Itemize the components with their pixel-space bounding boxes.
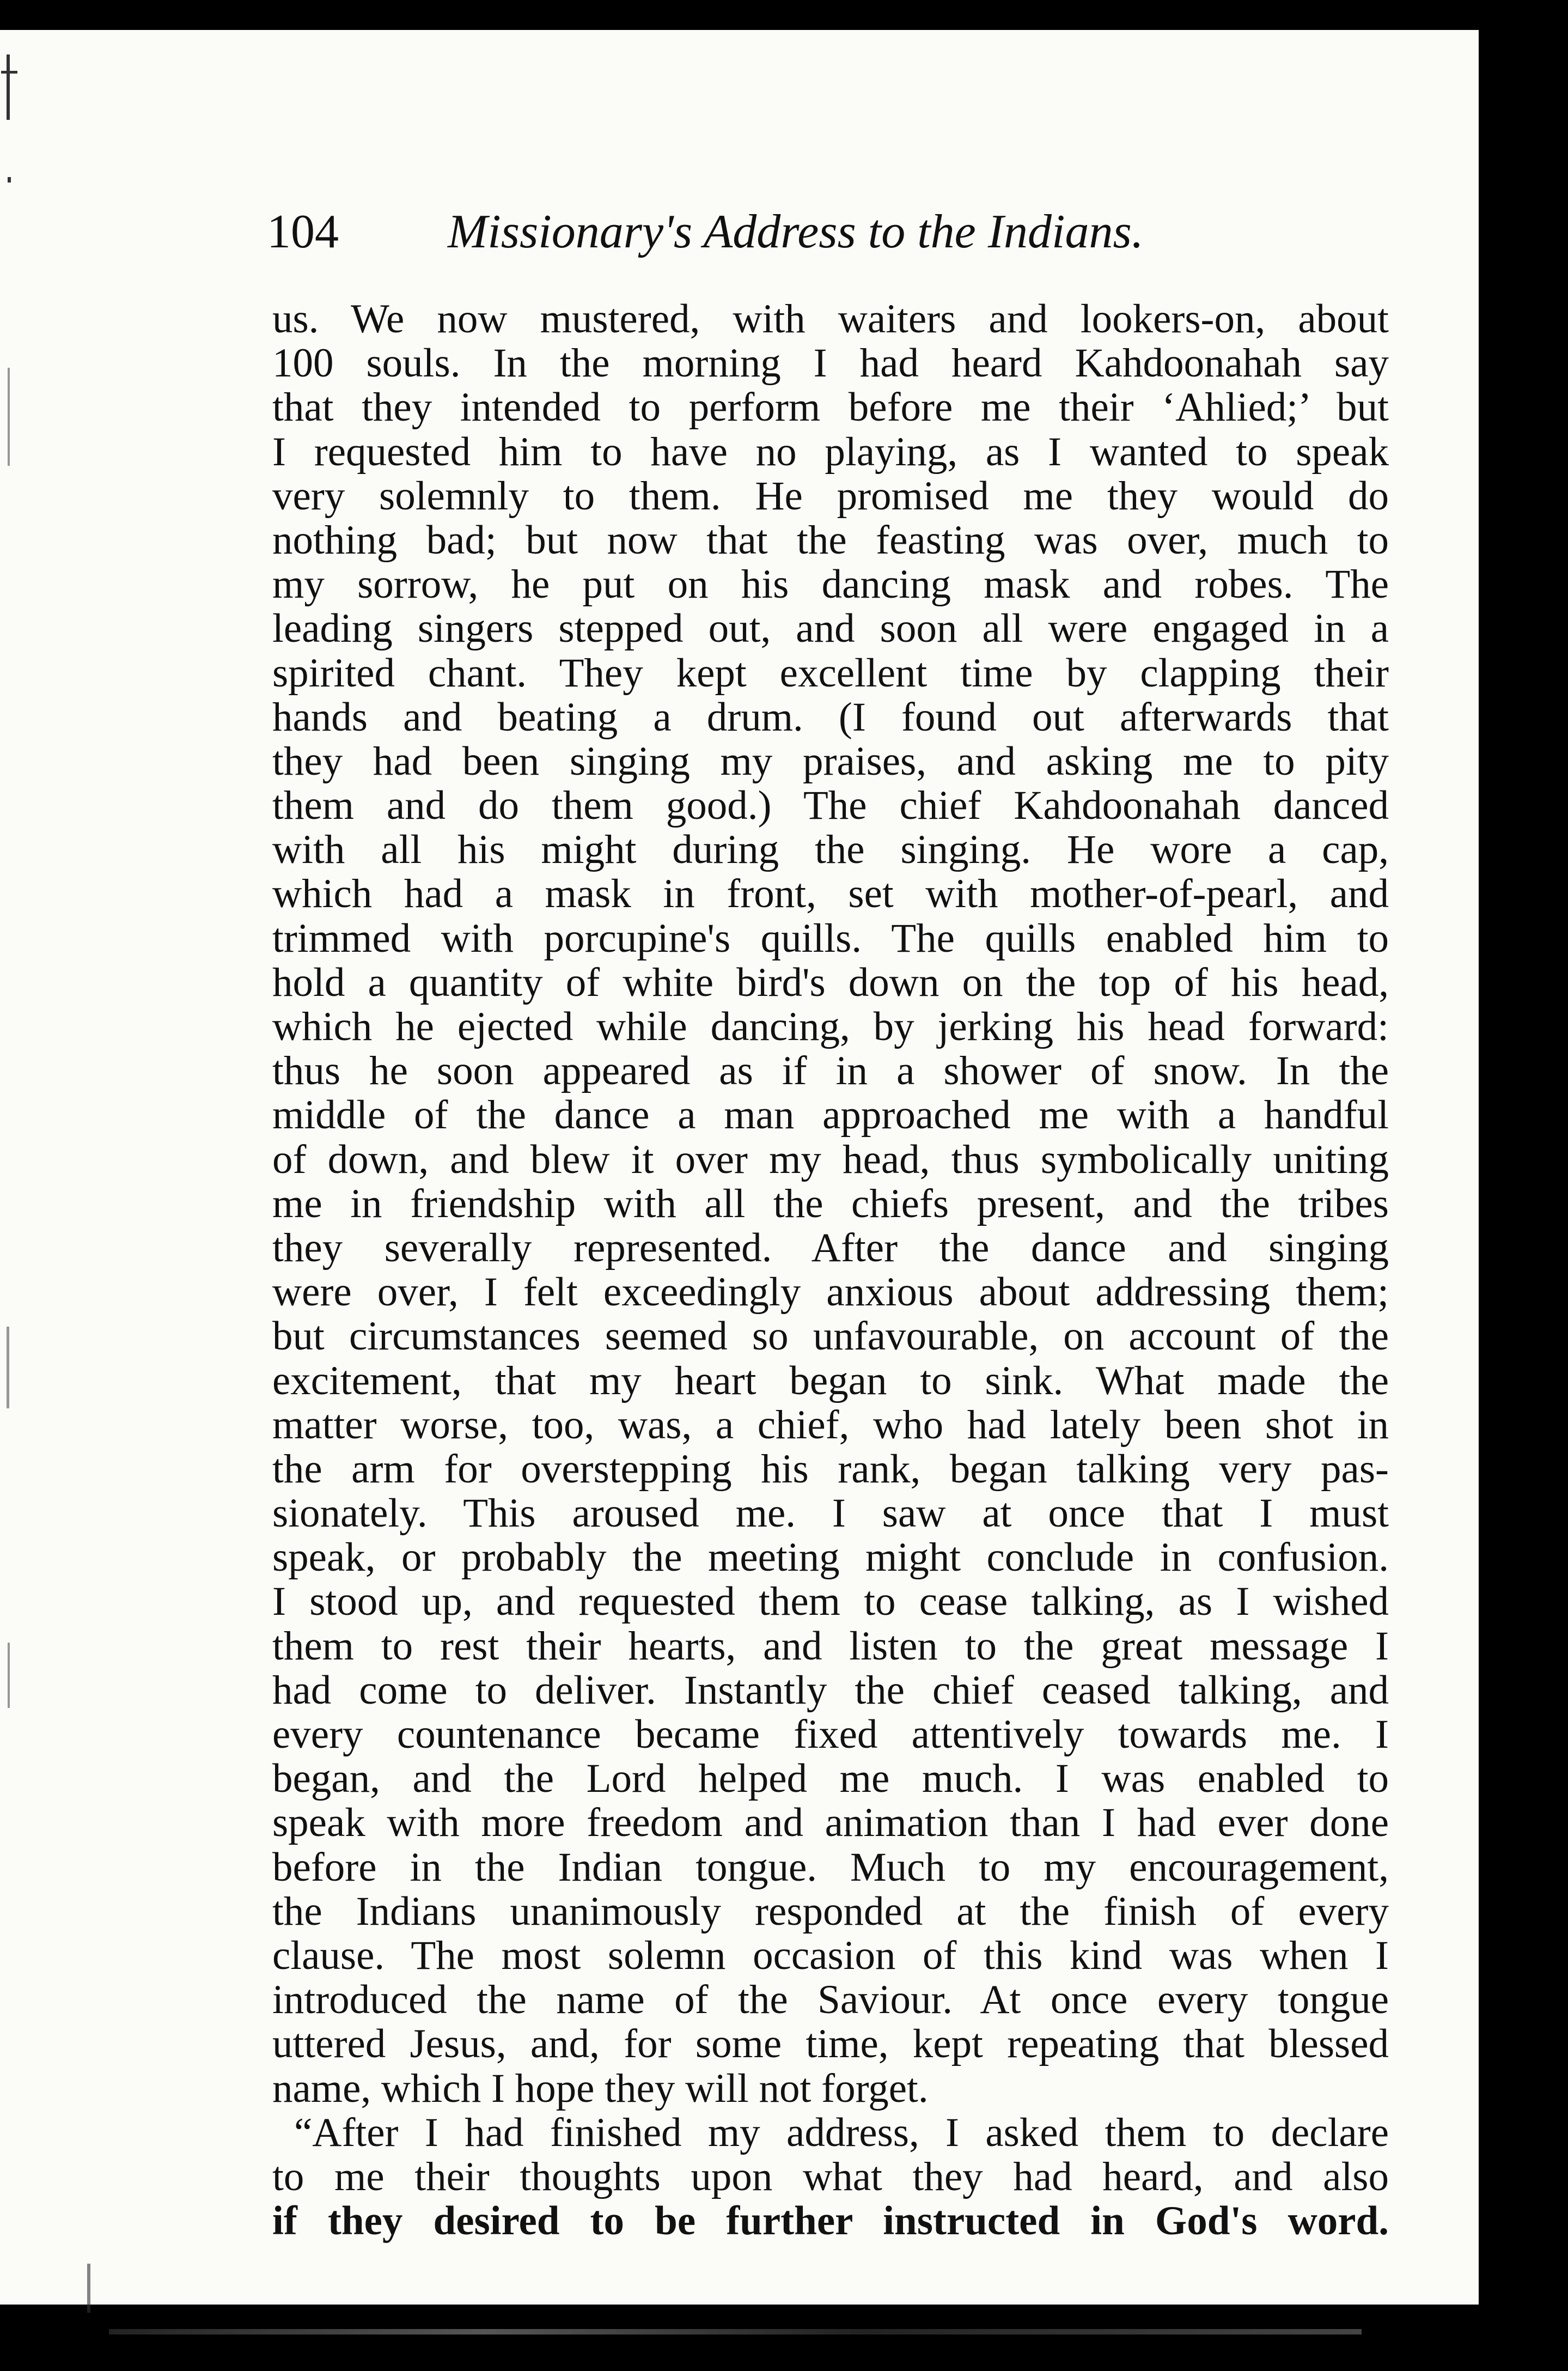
- body-text: [272, 297, 1389, 2243]
- text-line: my sorrow, he put on his dancing mask and robes. The: [272, 562, 1389, 607]
- margin-mark: [7, 54, 10, 120]
- text-line: 100 souls. In the morning I had heard Kahdoonahah say: [272, 341, 1389, 386]
- running-head: [267, 204, 1144, 259]
- paragraph-end-line: name, which I hope they will not forget.: [272, 2065, 929, 2111]
- text-line: trimmed with porcupine's quills. The quills enabled him to: [272, 915, 1389, 961]
- text-line: me in friendship with all the chiefs present, and the tribes: [272, 1181, 1389, 1226]
- text-line: excitement, that my heart began to sink. What made the: [272, 1358, 1389, 1403]
- margin-mark: [8, 1643, 10, 1708]
- running-title: Missionary's Address to the Indians.: [448, 205, 1144, 258]
- text-line: them and do them good.) The chief Kahdoonahah danced: [272, 783, 1389, 829]
- text-line: introduced the name of the Saviour. At once every tongue: [272, 1977, 1389, 2023]
- text-line: of down, and blew it over my head, thus symbolically uniting: [272, 1136, 1389, 1182]
- text-line: which had a mask in front, set with mother-of-pearl, and: [272, 871, 1389, 917]
- text-line: to me their thoughts upon what they had heard, and also: [272, 2154, 1389, 2199]
- margin-mark: [87, 2264, 90, 2313]
- text-line: very solemnly to them. He promised me they would do: [272, 473, 1389, 519]
- text-line: they had been singing my praises, and asking me to pity: [272, 738, 1389, 784]
- text-line: if they desired to be further instructed in God's word.: [272, 2198, 1389, 2244]
- text-line: sionately. This aroused me. I saw at once that I must: [272, 1491, 1389, 1536]
- page-bottom-edge: [109, 2329, 1362, 2334]
- text-line: which he ejected while dancing, by jerking his head forward:: [272, 1004, 1389, 1049]
- text-line: the Indians unanimously responded at the finish of every: [272, 1888, 1389, 1934]
- text-line: them to rest their hearts, and listen to the great message I: [272, 1623, 1389, 1669]
- text-line: nothing bad; but now that the feasting was over, much to: [272, 517, 1389, 563]
- text-line: hands and beating a drum. (I found out afterwards that: [272, 694, 1389, 740]
- margin-mark: [1, 71, 17, 74]
- margin-mark: [8, 368, 10, 466]
- margin-mark: [8, 177, 11, 183]
- text-line: the arm for overstepping his rank, began talking very pas-: [272, 1446, 1389, 1492]
- margin-mark: [7, 1327, 9, 1408]
- text-line: clause. The most solemn occasion of this kind was when I: [272, 1932, 1389, 1978]
- text-line: leading singers stepped out, and soon all were engaged in a: [272, 606, 1389, 652]
- text-line: that they intended to perform before me their ‘Ahlied;’ but: [272, 385, 1389, 430]
- text-line: uttered Jesus, and, for some time, kept repeating that blessed: [272, 2021, 1389, 2067]
- text-line: with all his might during the singing. He wore a cap,: [272, 827, 1389, 873]
- text-line: hold a quantity of white bird's down on the top of his head,: [272, 959, 1389, 1005]
- text-line: began, and the Lord helped me much. I was enabled to: [272, 1756, 1389, 1802]
- text-line: every countenance became fixed attentively towards me. I: [272, 1712, 1389, 1757]
- text-line: “After I had finished my address, I asked them to declare: [294, 2109, 1389, 2155]
- page-number: 104: [267, 205, 339, 258]
- text-line: speak with more freedom and animation than I had ever done: [272, 1800, 1389, 1846]
- text-line: they severally represented. After the dance and singing: [272, 1225, 1389, 1270]
- text-line: I requested him to have no playing, as I wanted to speak: [272, 429, 1389, 475]
- text-line: middle of the dance a man approached me with a handful: [272, 1092, 1389, 1138]
- text-line: I stood up, and requested them to cease talking, as I wished: [272, 1579, 1389, 1625]
- book-page: [0, 30, 1479, 2305]
- text-line: spirited chant. They kept excellent time by clapping their: [272, 650, 1389, 696]
- text-line: speak, or probably the meeting might conclude in confusion.: [272, 1535, 1389, 1580]
- text-line: thus he soon appeared as if in a shower of snow. In the: [272, 1048, 1389, 1094]
- text-line: matter worse, too, was, a chief, who had lately been shot in: [272, 1402, 1389, 1448]
- text-line: us. We now mustered, with waiters and lookers-on, about: [272, 296, 1389, 342]
- text-line: before in the Indian tongue. Much to my encouragement,: [272, 1844, 1389, 1890]
- text-line: had come to deliver. Instantly the chief ceased talking, and: [272, 1667, 1389, 1713]
- text-line: were over, I felt exceedingly anxious about addressing them;: [272, 1269, 1389, 1315]
- text-line: but circumstances seemed so unfavourable, on account of the: [272, 1314, 1389, 1359]
